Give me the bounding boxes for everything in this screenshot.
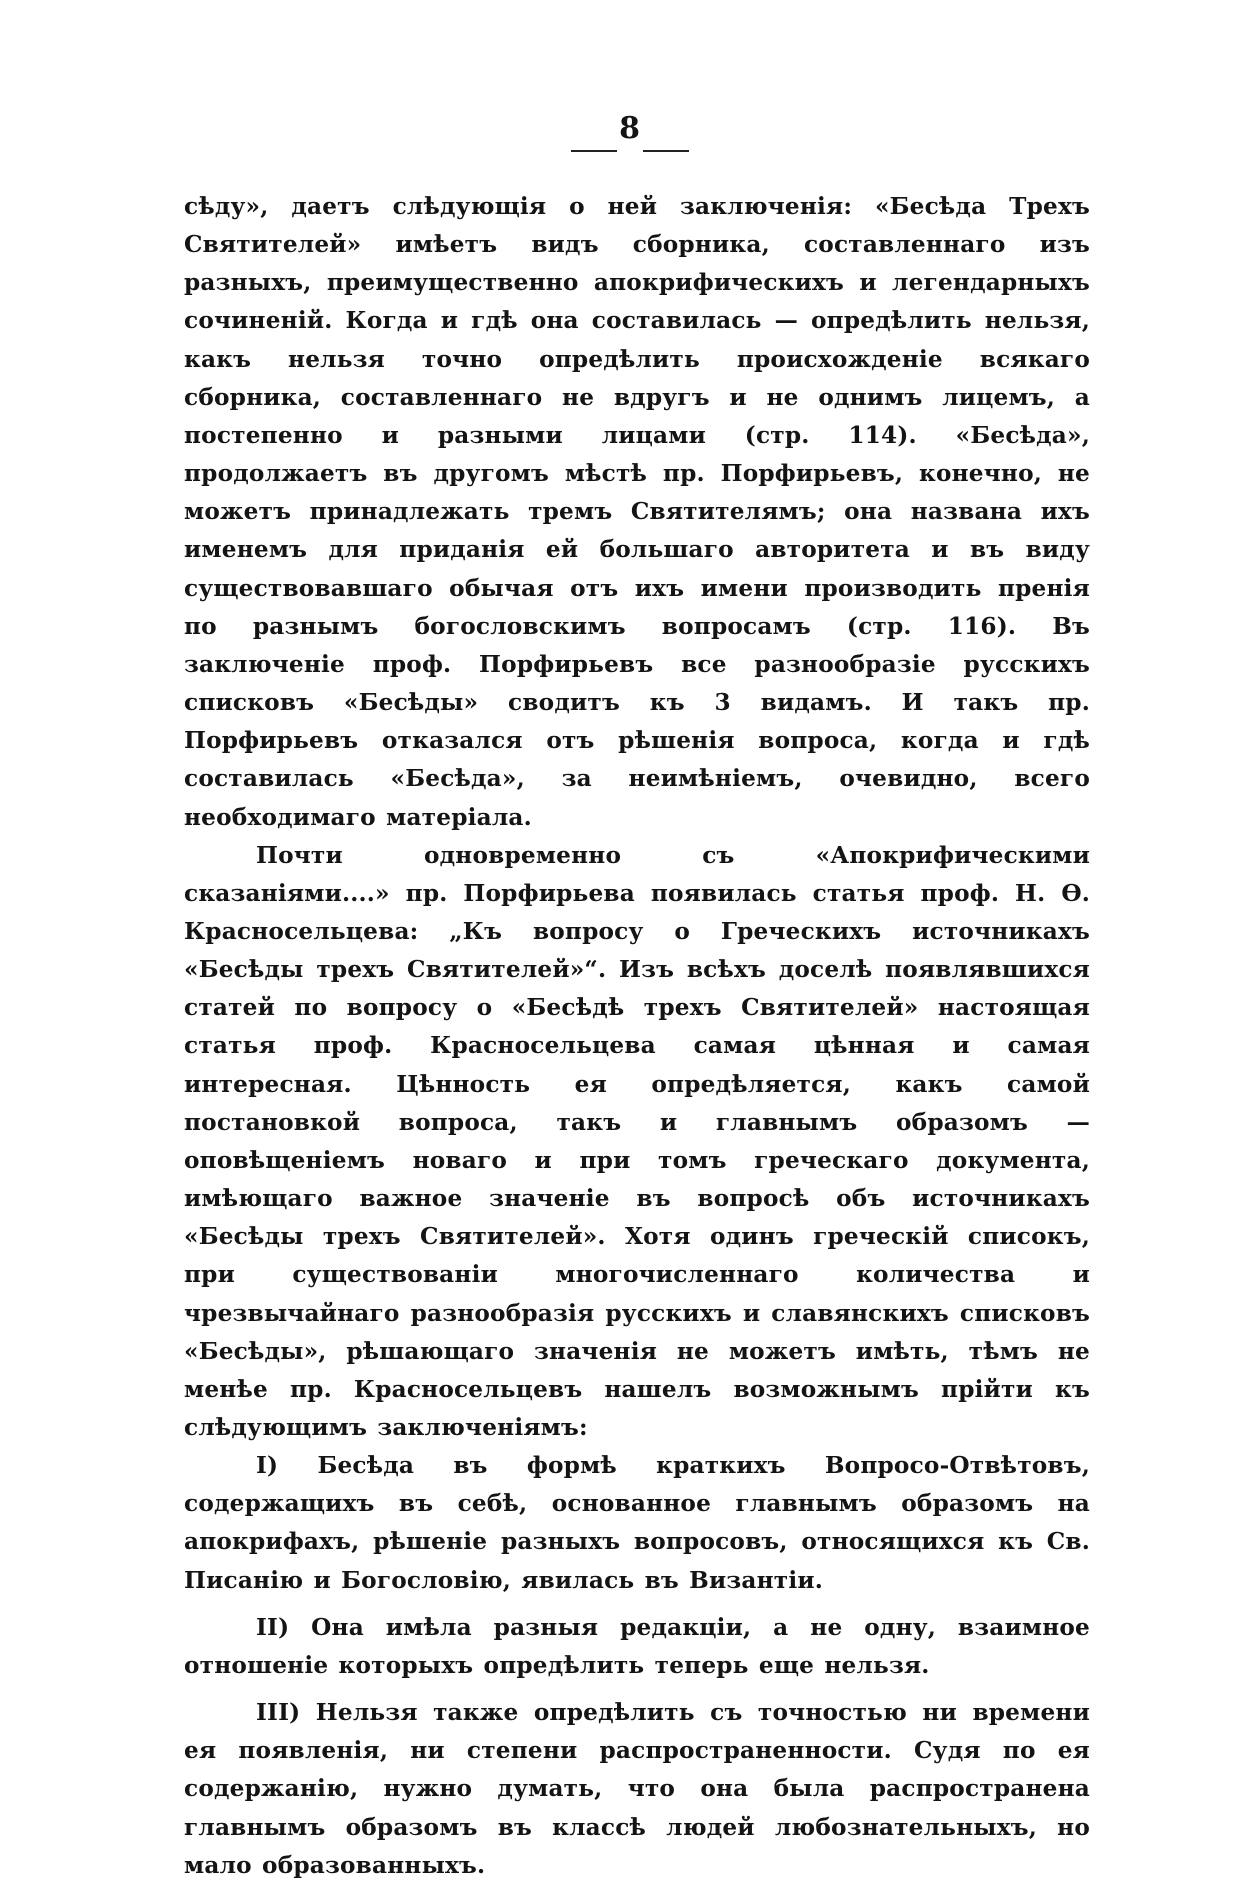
header-rule-right bbox=[643, 150, 689, 152]
conclusion-3: III) Нельзя также опредѣлить съ точностью ни времени ея появленія, ни степени распространенности. Судя по ея содержанію, нужно думать, что она была распространена главнымъ образомъ въ классѣ людей любознательныхъ, но мало образованныхъ. bbox=[184, 1699, 1090, 1879]
paragraph-krasnoseltsev: Почти одновременно съ «Апокрифическими сказаніями....» пр. Порфирьева появилась статья проф. Н. Ѳ. Красносельцева: „Къ вопросу о Греческихъ источникахъ «Бесѣды трехъ Святителей»“. Изъ всѣхъ доселѣ появлявшихся статей по вопросу о «Бесѣдѣ трехъ Святителей» настоящая статья проф. Красносельцева самая цѣнная и самая интересная. Цѣнность ея опредѣляется, какъ самой постановкой вопроса, такъ и главнымъ образомъ — оповѣщеніемъ новаго и при томъ греческаго документа, имѣющаго важное значеніе въ вопросѣ объ источникахъ «Бесѣды трехъ Святителей». Хотя одинъ греческій списокъ, при существованіи многочисленнаго количества и чрезвычайнаго разнообразія русскихъ и славянскихъ списковъ «Бесѣды», рѣшающаго значенія не можетъ имѣть, тѣмъ не менѣе пр. Красносельцевъ нашелъ возможнымъ прійти къ слѣдующимъ заключеніямъ: bbox=[184, 841, 1090, 1441]
header-rule-left bbox=[571, 150, 617, 152]
page-number: 8 bbox=[619, 111, 640, 146]
body-text bbox=[184, 188, 1090, 1885]
conclusion-1: I) Бесѣда въ формѣ краткихъ Вопросо-Отвѣтовъ, содержащихъ въ себѣ, основанное главнымъ образомъ на апокрифахъ, рѣшеніе разныхъ вопросовъ, относящихся къ Св. Писанію и Богословію, явилась въ Византіи. bbox=[184, 1452, 1090, 1594]
paragraph-continuation: сѣду», даетъ слѣдующія о ней заключенія: «Бесѣда Трехъ Святителей» имѣетъ видъ сборника, составленнаго изъ разныхъ, преимущественно апокрифическихъ и легендарныхъ сочиненій. Когда и гдѣ она составилась — опредѣлить нельзя, какъ нельзя точно опредѣлить происхожденіе всякаго сборника, составленнаго не вдругъ и не однимъ лицемъ, а постепенно и разными лицами (стр. 114). «Бесѣда», продолжаетъ въ другомъ мѣстѣ пр. Порфирьевъ, конечно, не можетъ принадлежать тремъ Святителямъ; она названа ихъ именемъ для приданія ей большаго авторитета и въ виду существовавшаго обычая отъ ихъ имени производить пренія по разнымъ богословскимъ вопросамъ (стр. 116). Въ заключеніе проф. Порфирьевъ все разнообразіе русскихъ списковъ «Бесѣды» сводитъ къ 3 видамъ. И такъ пр. Порфирьевъ отказался отъ рѣшенія вопроса, когда и гдѣ составилась «Бесѣда», за неимѣніемъ, очевидно, всего необходимаго матеріала. bbox=[184, 193, 1090, 831]
header-rule bbox=[0, 150, 1259, 152]
conclusion-2: II) Она имѣла разныя редакціи, а не одну, взаимное отношеніе которыхъ опредѣлить теперь еще нельзя. bbox=[184, 1613, 1090, 1679]
page-header bbox=[0, 112, 1259, 152]
